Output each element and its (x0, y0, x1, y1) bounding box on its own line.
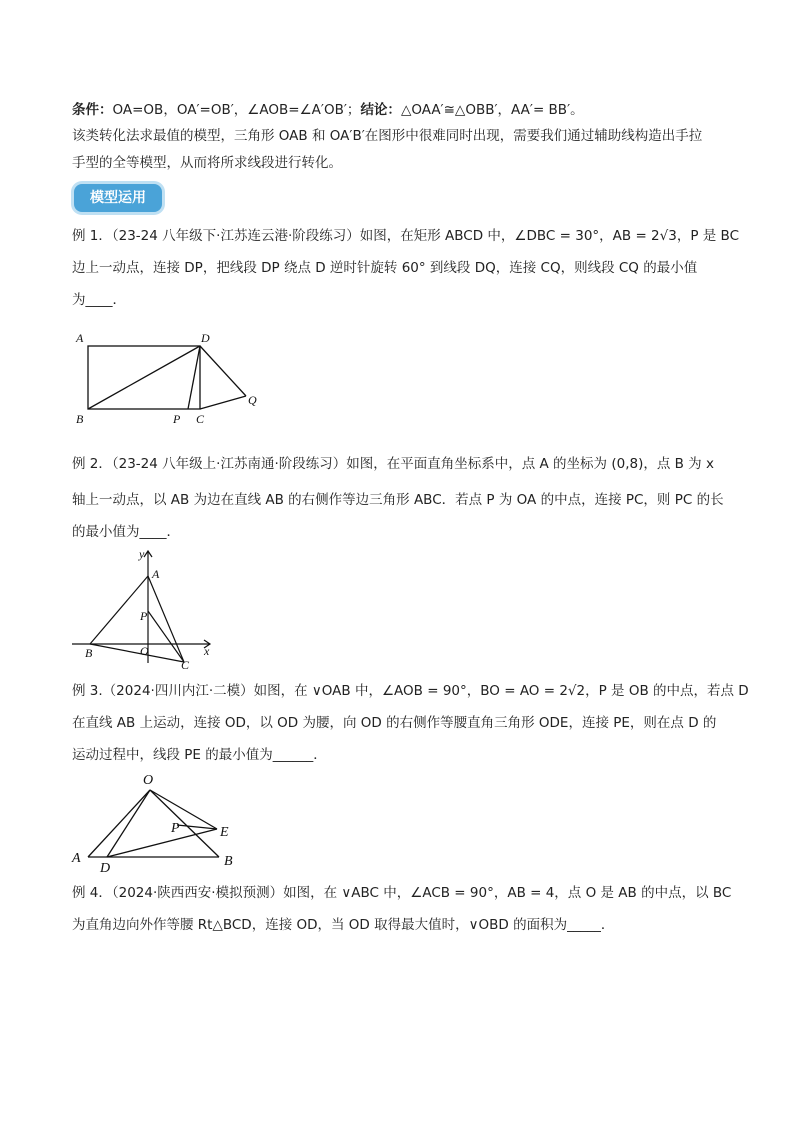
intro-paragraph-line-1: 该类转化法求最值的模型，三角形 OAB 和 OA′B′在图形中很难同时出现，需要我们通过辅助线构造出手拉 (72, 128, 703, 144)
fig2-label-a: A (152, 567, 160, 581)
example-1-line-2: 边上一动点，连接 DP，把线段 DP 绕点 D 逆时针旋转 60° 到线段 DQ，连接 CQ，则线段 CQ 的最小值 (72, 260, 698, 276)
fig1-label-b: B (76, 412, 84, 426)
fig3-label-o: O (143, 773, 154, 788)
fig1-label-a: A (76, 331, 84, 345)
example-4-line-1: 例 4．（2024·陕西西安·模拟预测）如图，在 ∨ABC 中，∠ACB = 90°，AB = 4，点 O 是 AB 的中点，以 BC (72, 885, 732, 901)
condition-text: OA=OB，OA′=OB′，∠AOB=∠A′OB′； (112, 102, 361, 118)
example-3-line-2: 在直线 AB 上运动，连接 OD，以 OD 为腰，向 OD 的右侧作等腰直角三角形 ODE，连接 PE，则在点 D 的 (72, 715, 717, 731)
conclusion-label: 结论： (360, 102, 401, 118)
example-2-line-2: 轴上一动点，以 AB 为边在直线 AB 的右侧作等边三角形 ABC．若点 P 为 OA 的中点，连接 PC，则 PC 的长 (72, 492, 724, 508)
fig1-label-q: Q (248, 393, 257, 407)
example-1-line-1: 例 1．（23-24 八年级下·江苏连云港·阶段练习）如图，在矩形 ABCD 中，∠DBC = 30°，AB = 2√3，P 是 BC (72, 228, 740, 244)
fig1-label-d: D (201, 331, 210, 345)
intro-paragraph-line-2: 手型的全等模型，从而将所求线段进行转化。 (72, 155, 342, 171)
fig3-label-d: D (100, 861, 111, 876)
example-4-line-2: 为直角边向外作等腰 Rt△BCD，连接 OD，当 OD 取得最大值时，∨OBD 的面积为_____． (72, 917, 615, 933)
figure-2-coordinate-diagram (64, 545, 224, 670)
figure-3-triangle-diagram (64, 768, 254, 876)
fig1-label-p: P (173, 412, 181, 426)
fig2-label-b: B (85, 646, 93, 660)
example-2-line-1: 例 2．（23-24 八年级上·江苏南通·阶段练习）如图，在平面直角坐标系中，点 A 的坐标为 (0,8)，点 B 为 x (72, 456, 714, 472)
fig3-label-e: E (220, 825, 229, 840)
example-1-line-3: 为____． (72, 292, 126, 308)
fig2-label-y: y (139, 547, 145, 561)
section-badge: 模型运用 (74, 184, 162, 212)
condition-label: 条件： (72, 102, 113, 118)
conclusion-text: △OAA′≅△OBB′，AA′= BB′。 (400, 102, 584, 118)
fig3-label-a: A (72, 851, 81, 866)
figure-1-rectangle-diagram (60, 322, 280, 432)
fig1-label-c: C (196, 412, 205, 426)
example-2-line-3: 的最小值为____． (72, 524, 180, 540)
fig2-label-c: C (181, 658, 190, 672)
fig2-label-p: P (140, 609, 148, 623)
example-3-line-1: 例 3.（2024·四川内江·二模）如图，在 ∨OAB 中，∠AOB = 90°，BO = AO = 2√2，P 是 OB 的中点，若点 D (72, 683, 749, 699)
condition-line (72, 100, 584, 120)
example-3-line-3: 运动过程中，线段 PE 的最小值为______． (72, 747, 327, 763)
fig2-label-o: O (140, 644, 149, 658)
fig2-label-x: x (204, 644, 210, 658)
fig3-label-p: P (171, 821, 180, 836)
fig3-label-b: B (224, 854, 233, 869)
